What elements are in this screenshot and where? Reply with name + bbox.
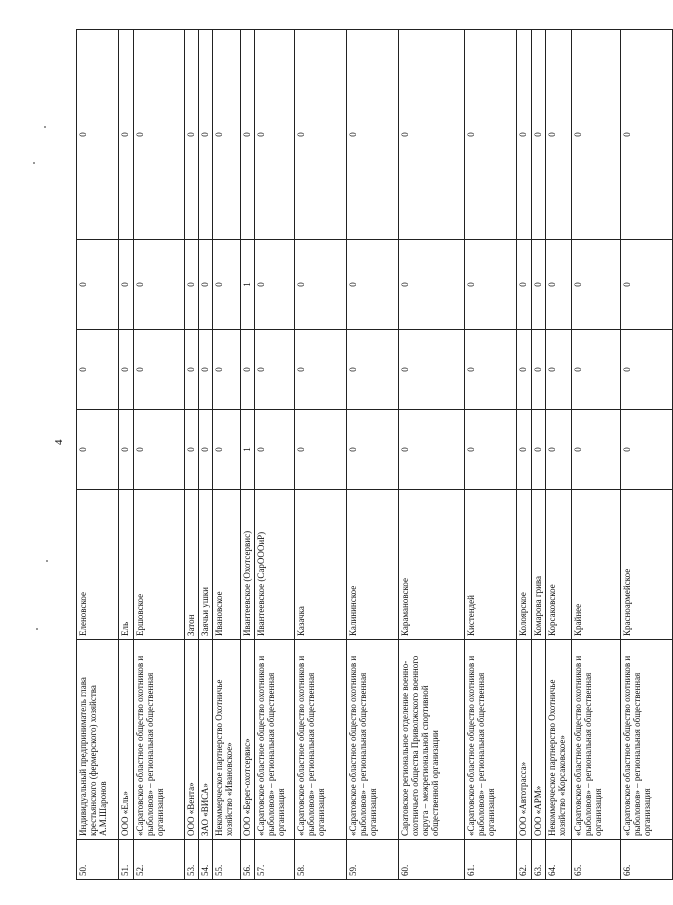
row-number: 53. <box>185 840 199 880</box>
value-cell-2: 0 <box>572 330 621 410</box>
row-number: 64. <box>546 840 572 880</box>
value-cell-4: 0 <box>465 30 517 240</box>
value-cell-1: 0 <box>347 410 399 490</box>
hunting-area-name: Казачка <box>295 490 347 640</box>
value-cell-1: 1 <box>241 410 255 490</box>
hunting-area-name: Ель <box>119 490 134 640</box>
row-number: 54. <box>199 840 213 880</box>
table-row <box>185 30 199 880</box>
table-row <box>517 30 532 880</box>
scan-speck <box>44 126 46 128</box>
row-number: 62. <box>517 840 532 880</box>
table-row <box>77 30 119 880</box>
hunting-area-name: Комарова грива <box>532 490 546 640</box>
value-cell-1: 0 <box>255 410 295 490</box>
row-number: 52. <box>134 840 185 880</box>
table-row <box>213 30 241 880</box>
value-cell-3: 0 <box>399 240 465 330</box>
row-number: 55. <box>213 840 241 880</box>
value-cell-4: 0 <box>199 30 213 240</box>
value-cell-1: 0 <box>546 410 572 490</box>
value-cell-2: 0 <box>546 330 572 410</box>
value-cell-1: 0 <box>199 410 213 490</box>
table-row <box>241 30 255 880</box>
value-cell-2: 0 <box>295 330 347 410</box>
value-cell-3: 0 <box>532 240 546 330</box>
value-cell-2: 0 <box>517 330 532 410</box>
value-cell-4: 0 <box>621 30 673 240</box>
organization-name: ЗАО «ВИСА» <box>199 640 213 840</box>
organization-name: «Саратовское областное общество охотников и рыболовов» – региональная общественная организация <box>255 640 295 840</box>
value-cell-3: 0 <box>213 240 241 330</box>
value-cell-3: 0 <box>517 240 532 330</box>
value-cell-1: 0 <box>134 410 185 490</box>
value-cell-4: 0 <box>119 30 134 240</box>
scan-speck <box>46 560 48 562</box>
organization-name: Индивидуальный предприниматель глава крестьянского (фермерского) хозяйства А.М.Шаронов <box>77 640 119 840</box>
table-row <box>295 30 347 880</box>
value-cell-4: 0 <box>295 30 347 240</box>
organization-name: «Саратовское областное общество охотников и рыболовов» – региональная общественная организация <box>347 640 399 840</box>
organization-name: ООО «Ель» <box>119 640 134 840</box>
hunting-area-name: Карамановское <box>399 490 465 640</box>
value-cell-4: 0 <box>134 30 185 240</box>
row-number: 57. <box>255 840 295 880</box>
row-number: 50. <box>77 840 119 880</box>
hunting-area-name: Красноармейское <box>621 490 673 640</box>
value-cell-4: 0 <box>241 30 255 240</box>
organization-name: ООО «Вента» <box>185 640 199 840</box>
hunting-area-name: Ивантеевское (Охотсервис) <box>241 490 255 640</box>
value-cell-2: 0 <box>241 330 255 410</box>
row-number: 59. <box>347 840 399 880</box>
value-cell-4: 0 <box>255 30 295 240</box>
value-cell-1: 0 <box>465 410 517 490</box>
value-cell-1: 0 <box>119 410 134 490</box>
hunting-area-name: Калининское <box>347 490 399 640</box>
hunting-grounds-table <box>76 29 673 880</box>
value-cell-4: 0 <box>347 30 399 240</box>
table-row <box>532 30 546 880</box>
value-cell-4: 0 <box>399 30 465 240</box>
value-cell-1: 0 <box>532 410 546 490</box>
value-cell-3: 0 <box>185 240 199 330</box>
row-number: 58. <box>295 840 347 880</box>
table-row <box>119 30 134 880</box>
table-row <box>255 30 295 880</box>
value-cell-3: 0 <box>572 240 621 330</box>
table-row <box>347 30 399 880</box>
organization-name: ООО «АРМ» <box>532 640 546 840</box>
row-number: 60. <box>399 840 465 880</box>
organization-name: Некоммерческое партнерство Охотничье хозяйство «Корсаковское» <box>546 640 572 840</box>
value-cell-4: 0 <box>532 30 546 240</box>
value-cell-3: 0 <box>621 240 673 330</box>
value-cell-1: 0 <box>295 410 347 490</box>
hunting-area-name: Крайнее <box>572 490 621 640</box>
scan-speck <box>36 628 38 630</box>
row-number: 56. <box>241 840 255 880</box>
value-cell-2: 0 <box>465 330 517 410</box>
row-number: 63. <box>532 840 546 880</box>
organization-name: «Саратовское областное общество охотников и рыболовов» – региональная общественная организация <box>572 640 621 840</box>
table-row <box>572 30 621 880</box>
value-cell-2: 0 <box>347 330 399 410</box>
rotated-table-wrapper <box>76 30 653 880</box>
value-cell-3: 0 <box>465 240 517 330</box>
value-cell-2: 0 <box>399 330 465 410</box>
value-cell-3: 0 <box>134 240 185 330</box>
hunting-area-name: Корсаковское <box>546 490 572 640</box>
value-cell-2: 0 <box>213 330 241 410</box>
table-row <box>546 30 572 880</box>
value-cell-2: 0 <box>134 330 185 410</box>
value-cell-1: 0 <box>399 410 465 490</box>
hunting-area-name: Заячьи ушки <box>199 490 213 640</box>
value-cell-4: 0 <box>213 30 241 240</box>
value-cell-2: 0 <box>77 330 119 410</box>
table-body <box>77 30 673 880</box>
organization-name: ООО «Берег-охотсервис» <box>241 640 255 840</box>
row-number: 66. <box>621 840 673 880</box>
value-cell-3: 0 <box>255 240 295 330</box>
page-number: 4 <box>53 439 65 445</box>
value-cell-2: 0 <box>621 330 673 410</box>
value-cell-3: 0 <box>295 240 347 330</box>
organization-name: «Саратовское областное общество охотников и рыболовов» – региональная общественная организация <box>295 640 347 840</box>
value-cell-4: 0 <box>546 30 572 240</box>
value-cell-1: 0 <box>621 410 673 490</box>
value-cell-3: 0 <box>119 240 134 330</box>
value-cell-4: 0 <box>185 30 199 240</box>
scan-speck <box>33 162 35 164</box>
value-cell-1: 0 <box>213 410 241 490</box>
value-cell-4: 0 <box>572 30 621 240</box>
row-number: 65. <box>572 840 621 880</box>
value-cell-3: 0 <box>77 240 119 330</box>
value-cell-2: 0 <box>255 330 295 410</box>
table-row <box>199 30 213 880</box>
table-row <box>399 30 465 880</box>
value-cell-1: 0 <box>517 410 532 490</box>
hunting-area-name: Колоярское <box>517 490 532 640</box>
table-row <box>621 30 673 880</box>
organization-name: «Саратовское областное общество охотников и рыболовов» – региональная общественная организация <box>621 640 673 840</box>
value-cell-4: 0 <box>77 30 119 240</box>
table-row <box>465 30 517 880</box>
hunting-area-name: Кистендей <box>465 490 517 640</box>
row-number: 51. <box>119 840 134 880</box>
value-cell-4: 0 <box>517 30 532 240</box>
hunting-area-name: Ивановское <box>213 490 241 640</box>
hunting-area-name: Ивантеевское (СарОООиР) <box>255 490 295 640</box>
organization-name: Некоммерческое партнерство Охотничье хозяйство «Ивановское» <box>213 640 241 840</box>
organization-name: «Саратовское областное общество охотников и рыболовов» – региональная общественная организация <box>134 640 185 840</box>
hunting-area-name: Еленовское <box>77 490 119 640</box>
organization-name: Саратовское региональное отделение военно-охотничьего общества Приволжского военного округа – межрегиональной спортивной общественной организации <box>399 640 465 840</box>
value-cell-2: 0 <box>119 330 134 410</box>
value-cell-3: 0 <box>546 240 572 330</box>
value-cell-3: 0 <box>199 240 213 330</box>
hunting-area-name: Ершовское <box>134 490 185 640</box>
table-row <box>134 30 185 880</box>
value-cell-1: 0 <box>77 410 119 490</box>
organization-name: ООО «Автотрасса» <box>517 640 532 840</box>
hunting-area-name: Затон <box>185 490 199 640</box>
value-cell-2: 0 <box>199 330 213 410</box>
value-cell-2: 0 <box>532 330 546 410</box>
value-cell-1: 0 <box>185 410 199 490</box>
value-cell-2: 0 <box>185 330 199 410</box>
value-cell-3: 0 <box>347 240 399 330</box>
value-cell-1: 0 <box>572 410 621 490</box>
organization-name: «Саратовское областное общество охотников и рыболовов» – региональная общественная организация <box>465 640 517 840</box>
row-number: 61. <box>465 840 517 880</box>
value-cell-3: 1 <box>241 240 255 330</box>
